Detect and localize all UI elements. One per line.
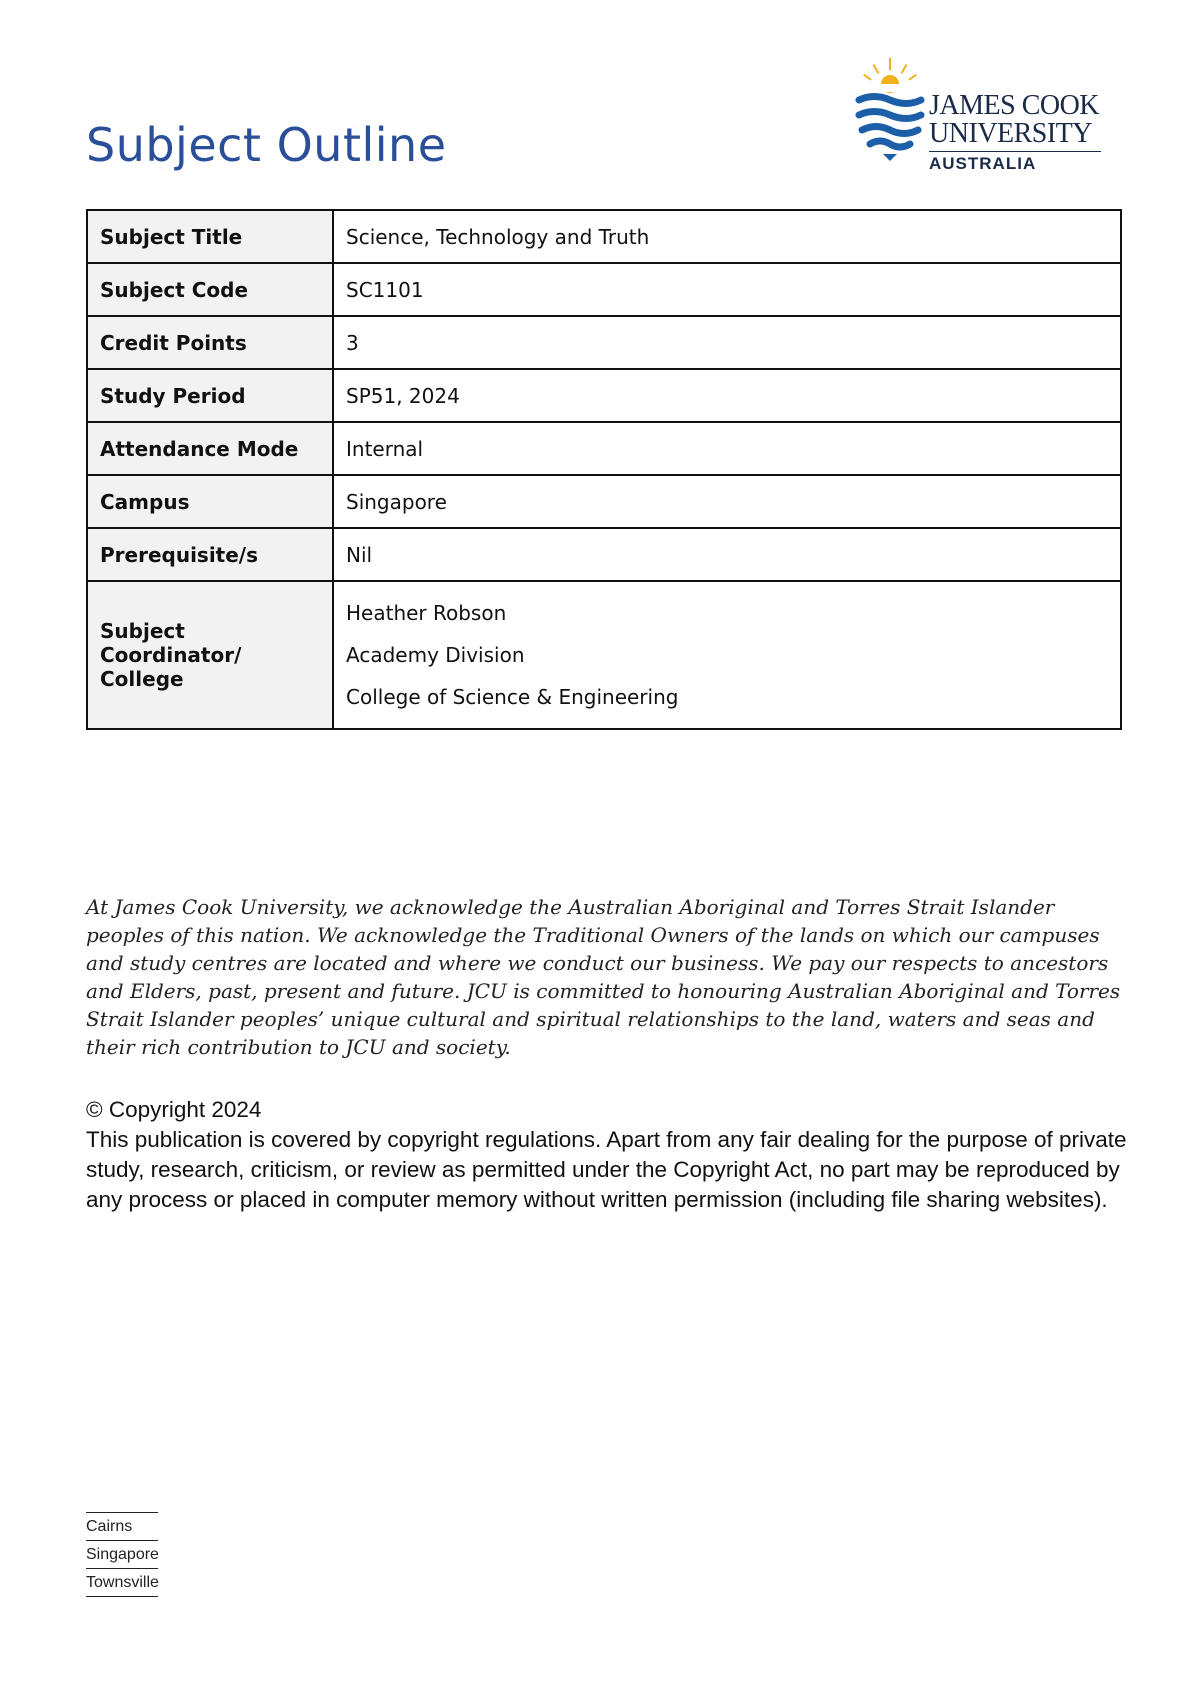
row-label-campus: Campus [87,475,333,528]
coordinator-division: Academy Division [346,643,525,667]
coordinator-college: College of Science & Engineering [346,685,679,709]
row-value-attendance-mode: Internal [333,422,1121,475]
row-value-subject-title: Science, Technology and Truth [333,210,1121,263]
logo-wordmark [929,92,1101,172]
row-label-coordinator: Subject Coordinator/ College [87,581,333,729]
copyright-title: © Copyright 2024 [86,1097,262,1122]
table-row [87,369,1121,422]
list-item: Townsville [86,1568,158,1597]
logo-line-3: AUSTRALIA [929,154,1037,173]
row-value-prerequisites: Nil [333,528,1121,581]
table-row [87,263,1121,316]
copyright-notice [86,1095,1136,1215]
jcu-logo [855,56,1105,176]
table-row [87,210,1121,263]
jcu-emblem-icon [855,56,925,166]
logo-line-1: JAMES COOK [929,90,1100,121]
row-value-campus: Singapore [333,475,1121,528]
row-value-coordinator [333,581,1121,729]
row-label-study-period: Study Period [87,369,333,422]
subject-outline-table [86,209,1122,730]
row-label-subject-title: Subject Title [87,210,333,263]
list-item: Cairns [86,1512,158,1540]
table-row [87,528,1121,581]
row-label-subject-code: Subject Code [87,263,333,316]
row-value-study-period: SP51, 2024 [333,369,1121,422]
row-value-credit-points: 3 [333,316,1121,369]
copyright-body: This publication is covered by copyright regulations. Apart from any fair dealing for the purpose of private study, research, criticism, or review as permitted under the Copyright Act, no part may be reproduced by any process or placed in computer memory without written permission (including file sharing websites). [86,1127,1127,1212]
logo-line-2: UNIVERSITY [929,118,1092,149]
row-value-subject-code: SC1101 [333,263,1121,316]
table-row [87,581,1121,729]
logo-divider [929,151,1101,152]
campus-list [86,1512,158,1597]
list-item: Singapore [86,1540,158,1568]
acknowledgement-of-country: At James Cook University, we acknowledge the Australian Aboriginal and Torres Strait Islander peoples of this nation. We acknowledge the Traditional Owners of the lands on which our campuses and study centres are located and where we conduct our business. We pay our respects to ancestors and Elders, past, present and future. JCU is committed to honouring Australian Aboriginal and Torres Strait Islander peoples’ unique cultural and spiritual relationships to the land, waters and seas and their rich contribution to JCU and society. [86,895,1121,1059]
page-title: Subject Outline [86,118,447,172]
row-label-prerequisites: Prerequisite/s [87,528,333,581]
table-row [87,422,1121,475]
coordinator-name: Heather Robson [346,601,507,625]
row-label-attendance-mode: Attendance Mode [87,422,333,475]
row-label-credit-points: Credit Points [87,316,333,369]
table-row [87,475,1121,528]
table-row [87,316,1121,369]
